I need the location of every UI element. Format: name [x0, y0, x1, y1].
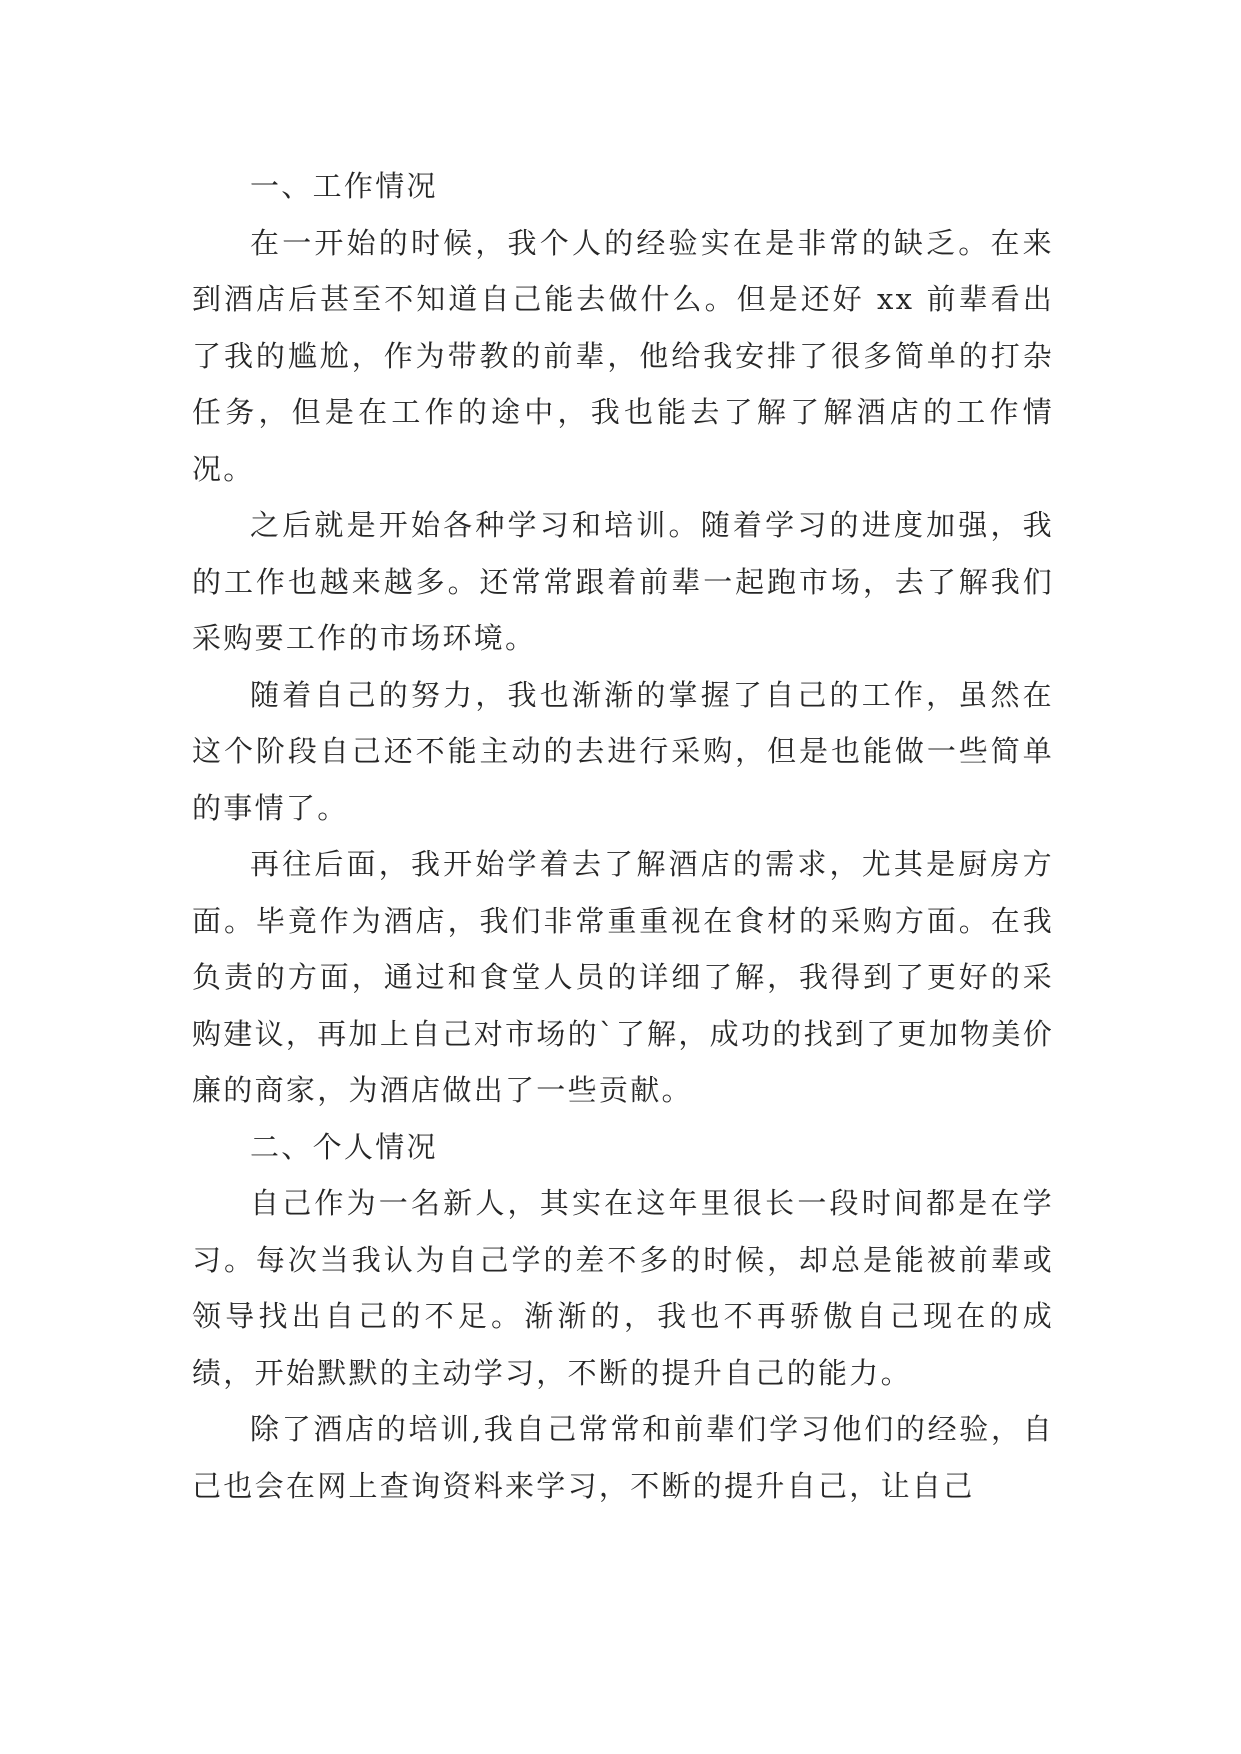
paragraph: 除了酒店的培训,我自己常常和前辈们学习他们的经验，自己也会在网上查询资料来学习，不断的提升自己，让自己 — [192, 1412, 1054, 1503]
document-body — [192, 158, 1054, 1514]
paragraph: 再往后面，我开始学着去了解酒店的需求，尤其是厨房方面。毕竟作为酒店，我们非常重重视在食材的采购方面。在我负责的方面，通过和食堂人员的详细了解，我得到了更好的采购建议，再加上自己对市场的`了解，成功的找到了更加物美价廉的商家，为酒店做出了一些贡献。 — [192, 847, 1054, 1107]
section-heading-work: 一、工作情况 — [250, 169, 438, 203]
paragraph: 随着自己的努力，我也渐渐的掌握了自己的工作，虽然在这个阶段自己还不能主动的去进行采购，但是也能做一些简单的事情了。 — [192, 677, 1054, 825]
section-heading-personal: 二、个人情况 — [250, 1129, 438, 1164]
paragraph: 在一开始的时候，我个人的经验实在是非常的缺乏。在来到酒店后甚至不知道自己能去做什么。但是还好 xx 前辈看出了我的尴尬，作为带教的前辈，他给我安排了很多简单的打杂任务，但是在工作的途中，我也能去了解了解酒店的工作情况。 — [192, 225, 1054, 486]
paragraph: 自己作为一名新人，其实在这年里很长一段时间都是在学习。每次当我认为自己学的差不多的时候，却总是能被前辈或领导找出自己的不足。渐渐的，我也不再骄傲自己现在的成绩，开始默默的主动学习，不断的提升自己的能力。 — [192, 1186, 1054, 1390]
paragraph: 之后就是开始各种学习和培训。随着学习的进度加强，我的工作也越来越多。还常常跟着前辈一起跑市场，去了解我们采购要工作的市场环境。 — [192, 508, 1054, 655]
